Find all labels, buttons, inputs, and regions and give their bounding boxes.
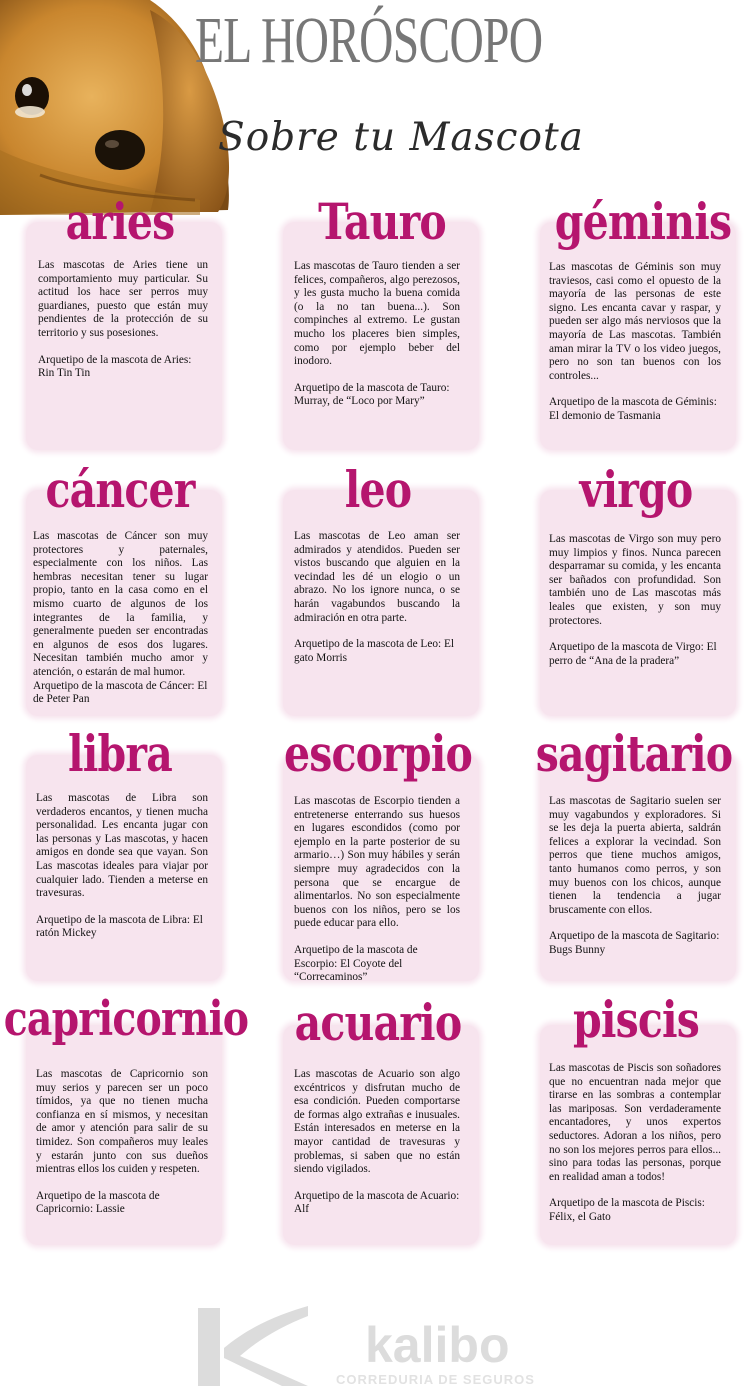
sign-text-virgo	[549, 533, 721, 668]
sign-description: Las mascotas de Tauro tienden a ser felices, compañeros, algo perezosos, y les gusta mucho la buena comida (o la no tan buena...). Son compinches al extremo. Le gustan mucho los placeres bien simples, como por ejemplo beber del inodoro.	[294, 260, 460, 368]
sign-text-sagitario	[549, 795, 721, 958]
sign-text-leo	[294, 530, 460, 665]
sign-description: Las mascotas de Virgo son muy pero muy limpios y finos. Nunca parecen desparramar su comida, y les encanta ser bañados con profundidad. Son también uno de Las mascotas más leales que existen, y son muy protectores.	[549, 533, 721, 627]
sign-archetype: Arquetipo de la mascota de Escorpio: El Coyote del “Correcaminos”	[294, 943, 418, 984]
sign-archetype: Arquetipo de la mascota de Cáncer: El de Peter Pan	[33, 679, 208, 706]
sign-description: Las mascotas de Géminis son muy traviesos, casi como el opuesto de la mayoría de las personas de este signo. Les encanta cavar y raspar, y pueden ser algo más nerviosos que la mayoría de Las mascotas. También aman mirar la TV o los video juegos, pero no son tan buenos con los controles...	[549, 261, 721, 382]
kalibo-logo	[190, 1296, 570, 1388]
sign-title-aries: aries	[65, 192, 175, 251]
kalibo-logo-name: kalibo	[365, 1317, 510, 1373]
sign-title-cancer: cáncer	[45, 460, 195, 519]
sign-title-escorpio: escorpio	[283, 724, 473, 783]
sign-text-piscis	[549, 1062, 721, 1225]
sign-archetype: Arquetipo de la mascota de Sagitario: Bugs Bunny	[549, 930, 720, 956]
sign-description: Las mascotas de Piscis son soñadores que no encuentran nada mejor que tirarse en las sombras a contemplar las mariposas. Son verdaderamente encantadores, y unos expertos seductores. Adoran a los niños, pero no son los mejores perros para ellos... sino para todas las personas, porque en realidad aman a todos!	[549, 1062, 721, 1183]
sign-description: Las mascotas de Aries tiene un comportamiento muy particular. Su actitud los hace ser perros muy guardianes, puesto que están muy pendientes de la protección de su territorio y sus posesiones.	[38, 259, 208, 339]
sign-description: Las mascotas de Sagitario suelen ser muy vagabundos y exploradores. Si se les deja la puerta abierta, saldrán felices a explorar la vecindad. Son perros que tiene muchos amigos, tanto humanos como perros, y son muy buenos con los chicos, aunque tienen la tendencia a jugar bruscamente con ellos.	[549, 795, 721, 916]
page-subtitle: Sobre tu Mascota	[218, 115, 584, 160]
sign-description: Las mascotas de Escorpio tienden a entretenerse enterrando sus huesos en lugares escondidos (como por ejemplo en la parte posterior de su armario…) Son muy hábiles y serán siempre muy agradecidos con la persona que se encargue de alimentarlos. No son especialmente buenos con los niños, pero se los puede educar para ello.	[294, 795, 460, 930]
sign-archetype: Arquetipo de la mascota de Capricornio: Lassie	[36, 1189, 160, 1216]
sign-description: Las mascotas de Libra son verdaderos encantos, y tienen mucha personalidad. Les encanta jugar con las personas y Las mascotas, y hacen amigos en donde sea que vayan. Son Las mascotas ideales para viajar por cualquier lado. Tienden a meterse en travesuras.	[36, 792, 208, 900]
kalibo-k-mark	[198, 1306, 308, 1386]
sign-title-leo: leo	[344, 460, 412, 519]
sign-archetype: Arquetipo de la mascota de Leo: El gato Morris	[294, 638, 454, 664]
sign-text-libra	[36, 792, 208, 941]
sign-title-libra: libra	[68, 724, 172, 783]
sign-title-capricornio: capricornio	[3, 991, 249, 1047]
sign-archetype: Arquetipo de la mascota de Piscis: Félix, el Gato	[549, 1197, 705, 1223]
sign-title-virgo: virgo	[579, 460, 693, 519]
sign-archetype: Arquetipo de la mascota de Libra: El ratón Mickey	[36, 913, 203, 940]
sign-text-capricornio	[36, 1068, 208, 1217]
sign-title-acuario: acuario	[294, 993, 462, 1052]
sign-description: Las mascotas de Acuario son algo excéntricos y disfrutan mucho de esa condición. Pueden comportarse de formas algo extrañas e inusuales. Están interesados en meterse en la mayor cantidad de travesuras y problemas, si saben que no están siendo vigilados.	[294, 1068, 460, 1176]
sign-title-tauro: Tauro	[318, 192, 446, 251]
kalibo-logo-tagline: CORREDURIA DE SEGUROS	[336, 1372, 535, 1387]
sign-archetype: Arquetipo de la mascota de Acuario: Alf	[294, 1189, 460, 1216]
sign-title-sagitario: sagitario	[535, 724, 733, 783]
sign-archetype: Arquetipo de la mascota de Tauro: Murray, de “Loco por Mary”	[294, 381, 450, 408]
sign-text-tauro	[294, 260, 460, 409]
sign-text-acuario	[294, 1068, 460, 1217]
sign-archetype: Arquetipo de la mascota de Aries: Rin Tin Tin	[38, 353, 192, 380]
sign-description: Las mascotas de Leo aman ser admirados y atendidos. Pueden ser vistos buscando que alguien en la vecindad les dé un elogio o un abrazo. No los ignore nunca, o se harán vagabundos buscando la admiración en otra parte.	[294, 530, 460, 624]
sign-archetype: Arquetipo de la mascota de Géminis: El demonio de Tasmania	[549, 396, 717, 422]
sign-text-aries	[38, 259, 208, 381]
sign-description: Las mascotas de Cáncer son muy protectores y paternales, especialmente con los niños. Las hembras necesitan tener su lugar propio, tanto en la casa como en el mismo cuarto de algunos de los integrantes de la familia, y generalmente pueden ser encontradas en algunos de esos dos lugares. Necesitan también mucho amor y atención, o estarán de mal humor.	[33, 530, 208, 678]
sign-text-cancer	[33, 530, 208, 707]
sign-text-escorpio	[294, 795, 460, 985]
sign-archetype: Arquetipo de la mascota de Virgo: El perro de “Ana de la pradera”	[549, 641, 717, 667]
sign-text-geminis	[549, 261, 721, 424]
sign-title-piscis: piscis	[572, 990, 700, 1049]
page-title: EL HORÓSCOPO	[195, 4, 543, 77]
sign-description: Las mascotas de Capricornio son muy serios y parecen ser un poco tímidos, ya que no tienen mucha confianza en sí mismos, y necesitan de amor y atención para salir de su timidez. Son compañeros muy leales y estarán junto con sus dueños mientras ellos los cuiden y respeten.	[36, 1068, 208, 1176]
sign-title-geminis: géminis	[554, 192, 732, 251]
